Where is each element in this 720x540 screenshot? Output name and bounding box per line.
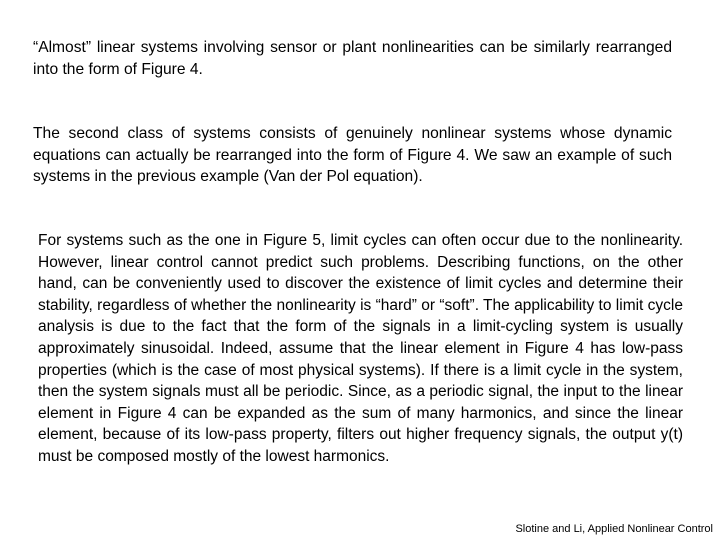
footer-citation: Slotine and Li, Applied Nonlinear Control: [515, 523, 713, 535]
paragraph-limit-cycles: For systems such as the one in Figure 5, limit cycles can often occur due to the nonlinearity. However, linear control cannot predict such problems. Describing functions, on the other hand, can be conveniently used to discover the existence of limit cycles and determine their stability, regardless of whether the nonlinearity is “hard” or “soft”. The applicability to limit cycle analysis is due to the fact that the form of the signals in a limit-cycling system is usually approximately sinusoidal. Indeed, assume that the linear element in Figure 4 has low-pass properties (which is the case of most physical systems). If there is a limit cycle in the system, then the system signals must all be periodic. Since, as a periodic signal, the input to the linear element in Figure 4 can be expanded as the sum of many harmonics, and since the linear element, because of its low-pass property, filters out higher frequency signals, the output y(t) must be composed mostly of the lowest harmonics.: [38, 232, 683, 465]
paragraph-almost-linear: “Almost” linear systems involving sensor or plant nonlinearities can be similarly rearranged into the form of Figure 4.: [33, 39, 672, 78]
paragraph-second-class: The second class of systems consists of genuinely nonlinear systems whose dynamic equations can actually be rearranged into the form of Figure 4. We saw an example of such systems in the previous example (Van der Pol equation).: [33, 125, 672, 185]
